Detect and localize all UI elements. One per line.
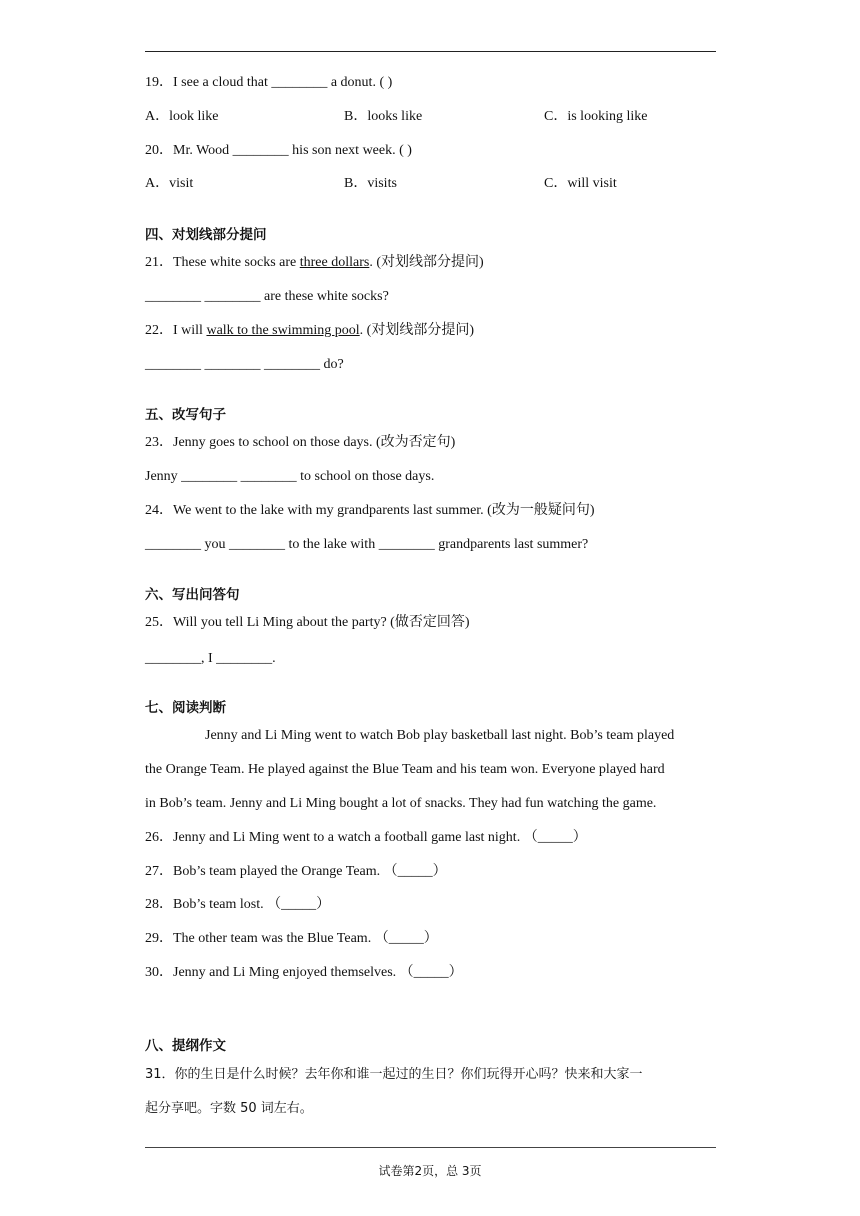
question-28: 28．Bob’s team lost. （_____） <box>145 897 331 912</box>
header-rule <box>145 51 716 52</box>
question-20: 20．Mr. Wood ________ his son next week. ( ) <box>145 143 412 158</box>
question-24: 24．We went to the lake with my grandparents last summer. (改为一般疑问句) <box>145 503 595 518</box>
q20-option-a: A．visit <box>145 176 194 191</box>
reading-line-3: in Bob’s team. Jenny and Li Ming bought a lot of snacks. They had fun watching the game. <box>145 796 657 811</box>
section-5-title: 五、改写句子 <box>145 407 226 423</box>
q20-option-b: B．visits <box>344 176 397 191</box>
question-21: 21．These white socks are three dollars. (对划线部分提问) <box>145 255 484 270</box>
q19-option-c: C．is looking like <box>544 109 648 124</box>
q20-option-c: C．will visit <box>544 176 617 191</box>
question-29: 29．The other team was the Blue Team. （_____） <box>145 931 438 946</box>
question-22: 22．I will walk to the swimming pool. (对划线部分提问) <box>145 323 474 338</box>
q23-answer: Jenny ________ ________ to school on those days. <box>145 469 435 484</box>
q21-answer: ________ ________ are these white socks? <box>145 289 389 304</box>
question-26: 26．Jenny and Li Ming went to a watch a football game last night. （_____） <box>145 830 587 845</box>
section-6-title: 六、写出问答句 <box>145 587 240 603</box>
q21-underlined: three dollars <box>299 255 370 270</box>
q22-answer: ________ ________ ________ do? <box>145 357 344 372</box>
q24-answer: ________ you ________ to the lake with ________ grandparents last summer? <box>145 537 589 552</box>
section-4-title: 四、对划线部分提问 <box>145 227 267 243</box>
question-27: 27．Bob’s team played the Orange Team. （_____） <box>145 864 447 879</box>
question-19: 19．I see a cloud that ________ a donut. ( ) <box>145 75 393 90</box>
question-31-line-1: 31．你的生日是什么时候？去年你和谁一起过的生日？你们玩得开心吗？快来和大家一 <box>145 1067 643 1082</box>
section-7-title: 七、阅读判断 <box>145 700 226 716</box>
question-23: 23．Jenny goes to school on those days. (改为否定句) <box>145 435 456 450</box>
q19-option-b: B．looks like <box>344 109 423 124</box>
reading-line-2: the Orange Team. He played against the Blue Team and his team won. Everyone played hard <box>145 762 665 777</box>
section-8-title: 八、提纲作文 <box>145 1038 226 1054</box>
q19-option-a: A．look like <box>145 109 219 124</box>
q22-underlined: walk to the swimming pool <box>206 323 360 338</box>
page-footer: 试卷第2页，总 3页 <box>378 1164 482 1178</box>
question-31-line-2: 起分享吧。字数 50 词左右。 <box>145 1101 313 1116</box>
question-30: 30．Jenny and Li Ming enjoyed themselves. （_____） <box>145 965 463 980</box>
reading-line-1: Jenny and Li Ming went to watch Bob play basketball last night. Bob’s team played <box>205 728 675 743</box>
question-25: 25．Will you tell Li Ming about the party? (做否定回答) <box>145 615 470 630</box>
footer-rule <box>145 1147 716 1148</box>
q25-answer: ________, I ________. <box>145 651 276 666</box>
